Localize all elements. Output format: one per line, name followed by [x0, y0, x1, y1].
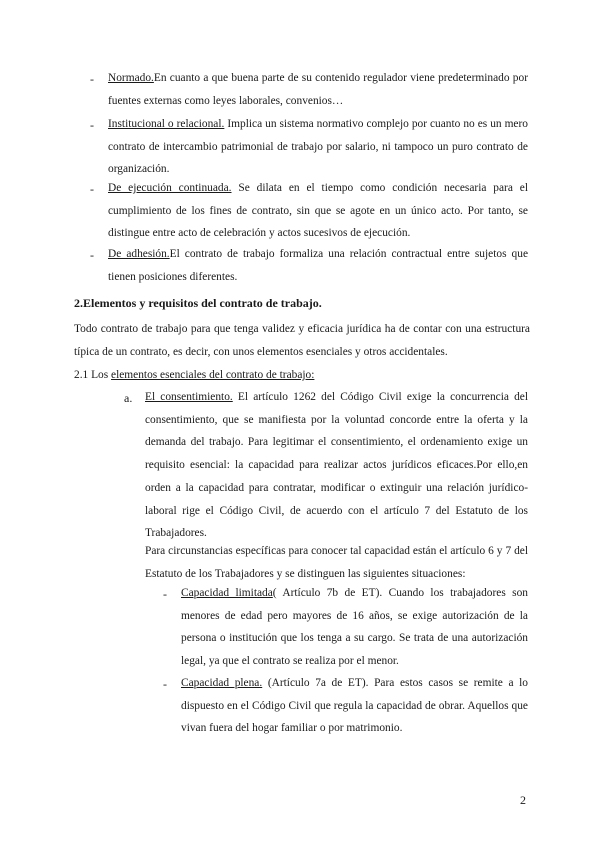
- bullet-ejecucion-continuada: [108, 177, 528, 245]
- bullet-marker: -: [90, 182, 94, 196]
- bullet-marker: -: [90, 72, 94, 86]
- bullet-text: Implica un sistema normativo complejo por cuanto no es un mero contrato de intercambio patrimonial de trabajo por salario, ni tampoco un puro contrato de organización.: [108, 118, 528, 176]
- subsection-number: 2.1 Los: [74, 369, 112, 381]
- bullet-text: Se dilata en el tiempo como condición necesaria para el cumplimiento de los fines de contrato, sin que se agote en un único acto. Por tanto, se distingue entre acto de celebración y actos sucesivos de ejecución.: [108, 182, 528, 240]
- bullet-normado: [108, 67, 528, 112]
- item-label: El consentimiento.: [145, 391, 233, 403]
- bullet-text: El contrato de trabajo formaliza una relación contractual entre sujetos que tienen posiciones diferentes.: [108, 248, 528, 283]
- sub-bullet-label: Capacidad limitada: [181, 587, 273, 599]
- bullet-label: Normado.: [108, 72, 154, 84]
- sub-bullet-marker: -: [163, 587, 167, 601]
- bullet-text: En cuanto a que buena parte de su contenido regulador viene predeterminado por fuentes externas como leyes laborales, convenios…: [108, 72, 528, 107]
- sub-bullet-marker: -: [163, 677, 167, 691]
- sub-bullet-text: (Artículo 7a de ET). Para estos casos se remite a lo dispuesto en el Código Civil que regula la capacidad de obrar. Aquellos que vivan fuera del hogar familiar o por matrimonio.: [181, 677, 528, 735]
- page-number: 2: [520, 793, 526, 807]
- bullet-label: Institucional o relacional.: [108, 118, 225, 130]
- bullet-marker: -: [90, 118, 94, 132]
- sub-bullet-label: Capacidad plena.: [181, 677, 263, 689]
- sub-bullet-capacidad-limitada: [181, 582, 528, 673]
- list-marker: a.: [124, 391, 133, 405]
- sub-bullet-text: ( Artículo 7b de ET). Cuando los trabajadores son menores de edad pero mayores de 16 años, se exige autorización de la persona o institución que los tenga a su cargo. Se trata de una autorización legal, ya que el contrato se realiza por el menor.: [181, 587, 528, 668]
- item-text: El artículo 1262 del Código Civil exige la concurrencia del consentimiento, que se manifiesta por la voluntad concorde entre la oferta y la demanda del trabajo. Para legitimar el consentimiento, el ordenamiento exige un requisito esencial: la capacidad para realizar actos jurídicos eficaces.Por ello,en orden a la capacidad para contratar, modificar o extinguir una relación jurídico-laboral rige el Código Civil, de acuerdo con el artículo 7 del Estatuto de los Trabajadores.: [145, 391, 529, 540]
- item-paragraph-2: Para circunstancias específicas para conocer tal capacidad están el artículo 6 y 7 del Estatuto de los Trabajadores y se distinguen las siguientes situaciones:: [145, 545, 528, 580]
- section-intro: Todo contrato de trabajo para que tenga validez y eficacia jurídica ha de contar con una estructura típica de un contrato, es decir, con unos elementos esenciales y otros accidentales.: [74, 323, 530, 358]
- bullet-adhesion: [108, 243, 528, 288]
- subsection-heading: [74, 364, 530, 387]
- sub-bullet-capacidad-plena: [181, 672, 528, 740]
- bullet-marker: -: [90, 248, 94, 262]
- subsection-label: elementos esenciales del contrato de trabajo:: [111, 369, 315, 381]
- section-heading: 2.Elementos y requisitos del contrato de trabajo.: [74, 296, 322, 310]
- bullet-label: De adhesión.: [108, 248, 170, 260]
- bullet-institucional: [108, 113, 528, 181]
- bullet-label: De ejecución continuada.: [108, 182, 232, 194]
- item-consentimiento: [145, 386, 528, 545]
